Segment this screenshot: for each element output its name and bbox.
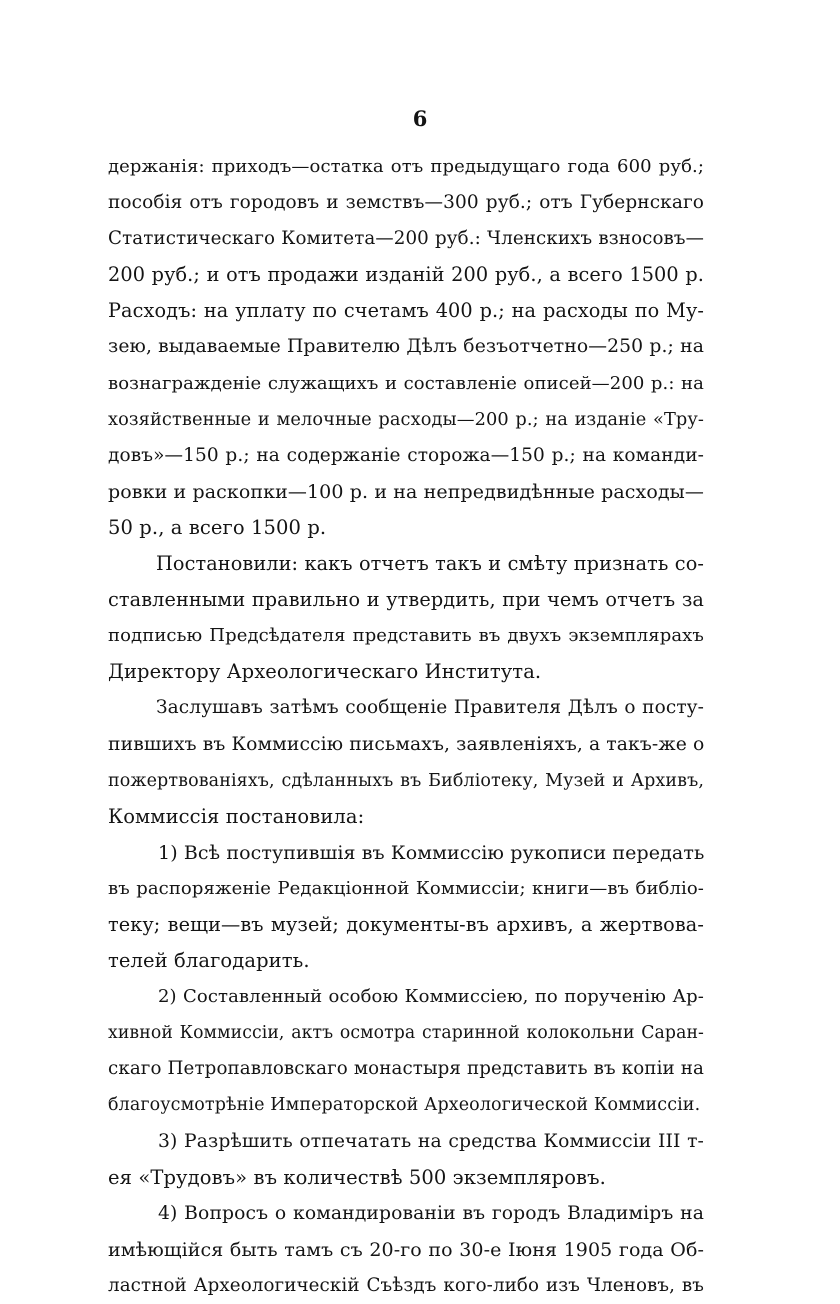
- text-line: пившихъ въ Коммиссію письмахъ, заявленіяхъ, а такъ-же о: [108, 733, 705, 755]
- text-line: имѣющійся быть тамъ съ 20-го по 30-е Іюня 1905 года Об-: [108, 1238, 704, 1261]
- page-number: 6: [412, 106, 428, 131]
- text-line: Коммиссія постановила:: [108, 804, 365, 828]
- list-item-start-line: 2) Составленный особою Коммиссіею, по порученію Ар-: [158, 986, 704, 1008]
- text-line: ея «Трудовъ» въ количествѣ 500 экземпляровъ.: [108, 1165, 606, 1189]
- paragraph-start-line: Постановили: какъ отчетъ такъ и смѣту признать со-: [156, 552, 704, 576]
- text-line: въ распоряженіе Редакціонной Коммиссіи; книги—въ библіо-: [108, 877, 704, 899]
- text-line: 50 р., а всего 1500 р.: [108, 515, 327, 539]
- text-line: хивной Коммиссіи, актъ осмотра старинной колокольни Саран-: [108, 1023, 704, 1044]
- text-line: довъ»—150 р.; на содержаніе сторожа—150 р.; на команди-: [108, 444, 704, 466]
- text-line: вознагражденіе служащихъ и составленіе описей—200 р.: на: [108, 372, 704, 394]
- text-line: телей благодарить.: [108, 949, 310, 973]
- text-line: ставленными правильно и утвердить, при чемъ отчетъ за: [108, 588, 704, 612]
- text-line: Директору Археологическаго Института.: [108, 660, 542, 684]
- text-line: хозяйственные и мелочные расходы—200 р.; на изданіе «Тру-: [108, 409, 704, 430]
- text-line: скаго Петропавловскаго монастыря представить въ копіи на: [108, 1058, 704, 1080]
- text-line: зею, выдаваемые Правителю Дѣлъ безъотчетно—250 р.; на: [108, 336, 704, 358]
- list-item-start-line: 3) Разрѣшить отпечатать на средства Коммиссіи III т-: [158, 1130, 704, 1152]
- text-line: Расходъ: на уплату по счетамъ 400 р.; на расходы по Му-: [108, 299, 704, 323]
- text-line: ровки и раскопки—100 р. и на непредвидѣнные расходы—: [108, 480, 704, 503]
- text-line: держанія: приходъ—остатка отъ предыдущаго года 600 руб.;: [108, 156, 704, 177]
- paragraph-start-line: Заслушавъ затѣмъ сообщеніе Правителя Дѣлъ о посту-: [156, 697, 704, 719]
- text-line: пособія отъ городовъ и земствъ—300 руб.; отъ Губернскаго: [108, 192, 704, 214]
- text-line: ластной Археологическій Съѣздъ кого-либо изъ Членовъ, въ: [108, 1274, 704, 1296]
- text-line: Статистическаго Комитета—200 руб.: Членскихъ взносовъ—: [108, 228, 704, 250]
- text-line: теку; вещи—въ музей; документы-въ архивъ, а жертвова-: [108, 912, 704, 936]
- list-item-start-line: 4) Вопросъ о командированіи въ городъ Владиміръ на: [158, 1202, 704, 1224]
- text-line: пожертвованіяхъ, сдѣланныхъ въ Библіотеку, Музей и Архивъ,: [108, 770, 704, 791]
- text-line: благоусмотрѣніе Императорской Археологической Коммиссіи.: [108, 1095, 701, 1116]
- body-text: [108, 149, 704, 1304]
- list-item-start-line: 1) Всѣ поступившія въ Коммиссію рукописи передать: [158, 841, 705, 864]
- text-line: 200 руб.; и отъ продажи изданій 200 руб., а всего 1500 р.: [108, 263, 704, 287]
- text-line: подписью Предсѣдателя представить въ двухъ экземплярахъ: [108, 625, 704, 647]
